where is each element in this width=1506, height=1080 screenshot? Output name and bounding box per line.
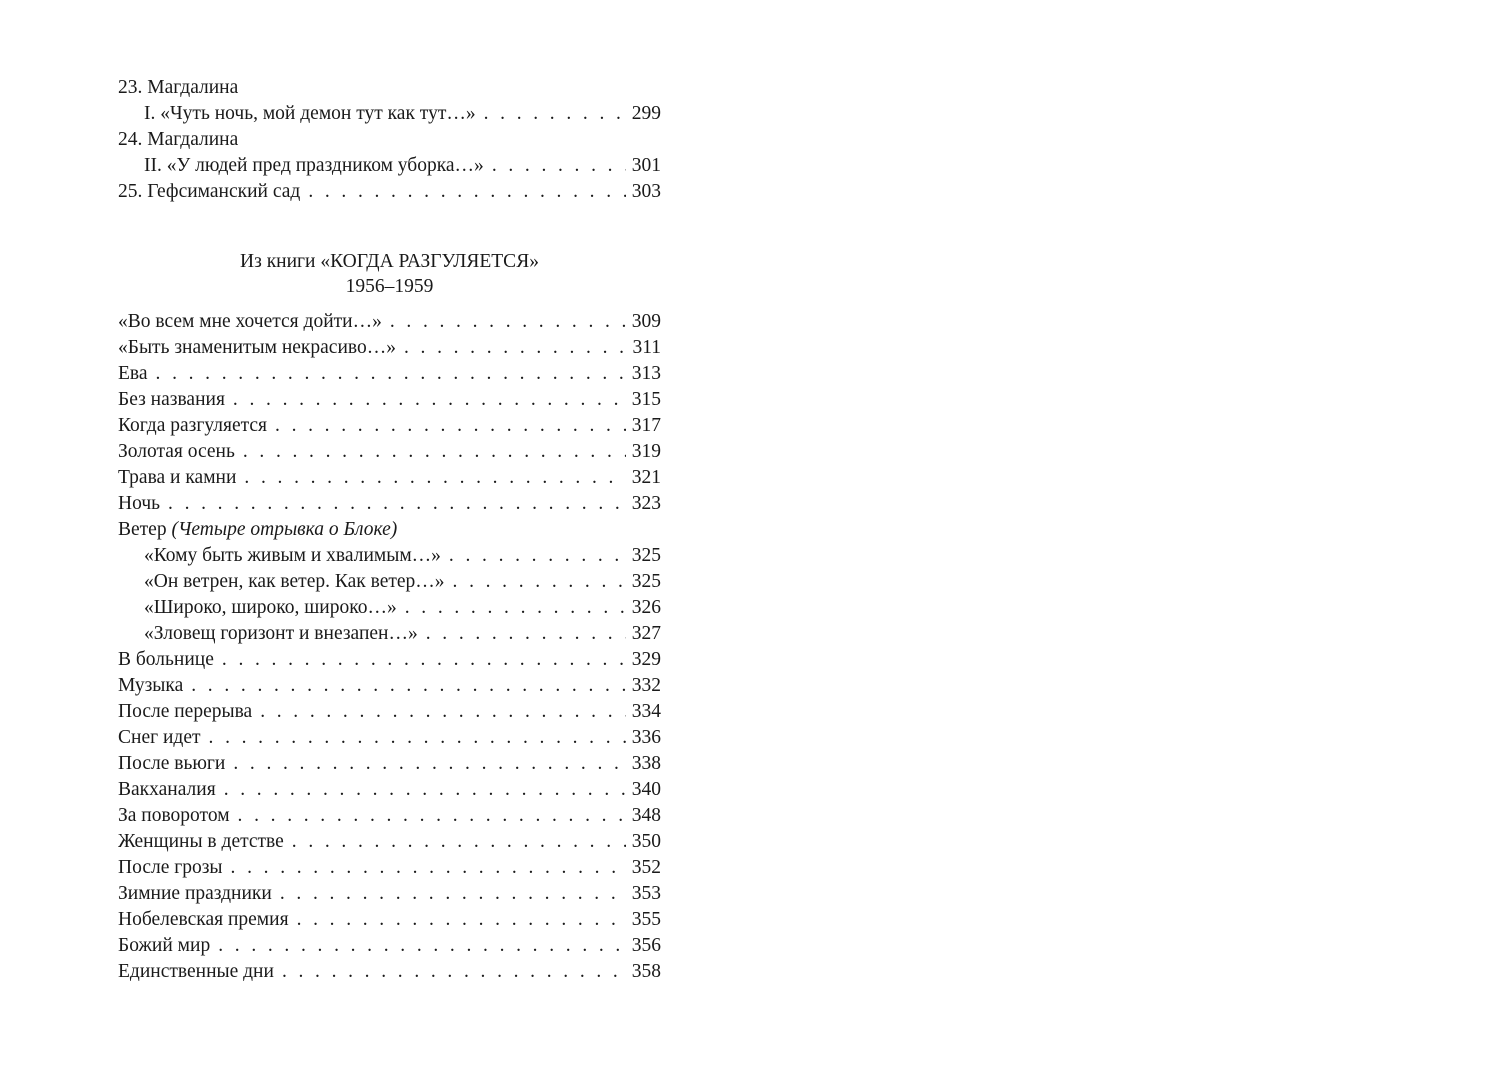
toc-leader-dots [231,855,626,881]
toc-page-number: 313 [631,363,661,384]
toc-entry [118,621,661,647]
toc-entry [118,153,661,179]
toc-entry-title: Единственные дни [118,961,274,982]
toc-page-number: 326 [631,597,661,618]
toc-page-number: 309 [631,311,661,332]
toc-leader-dots [218,933,626,959]
toc-leader-dots [209,725,626,751]
toc-entry [118,595,661,621]
toc-leader-dots [426,621,626,647]
toc-leader-dots [238,803,626,829]
toc-entry [118,465,661,491]
toc-entry-title: Без названия [118,389,225,410]
toc-entry-title: Женщины в детстве [118,831,284,852]
toc-entry-title: После грозы [118,857,223,878]
toc-page-number: 334 [631,701,661,722]
toc-entry-title-text: Ветер [118,519,167,540]
toc-leader-dots [168,491,626,517]
toc-leader-dots [308,179,625,205]
toc-entry-title: После перерыва [118,701,253,722]
toc-entry [118,725,661,751]
toc-page-number: 356 [631,935,661,956]
toc-entry-title: Нобелевская премия [118,909,289,930]
toc-page-number: 348 [631,805,661,826]
toc-entry-title: 25. Гефсиманский сад [118,181,301,202]
toc-page-number: 353 [631,883,661,904]
toc-entry [118,491,661,517]
toc-entry-title: 24. Магдалина [118,129,239,150]
toc-entry-title: После вьюги [118,753,226,774]
toc-leader-dots [275,413,626,439]
toc-entry [118,881,661,907]
toc-entry [118,439,661,465]
toc-entry-title: «Он ветрен, как ветер. Как ветер…» [144,571,445,592]
toc-entry-title: «Быть знаменитым некрасиво…» [118,337,396,358]
toc-leader-dots [243,439,626,465]
toc-leader-dots [484,101,626,127]
section-years: 1956–1959 [345,276,434,297]
toc-leader-dots [492,153,626,179]
toc-page-number: 323 [631,493,661,514]
toc-entry [118,569,661,595]
toc-entry-title: «Зловещ горизонт и внезапен…» [144,623,418,644]
toc-entry-title: Ева [118,363,148,384]
toc-page-number: 338 [631,753,661,774]
toc-page-number: 319 [631,441,661,462]
toc-leader-dots [449,543,626,569]
toc-leader-dots [390,309,626,335]
toc-entry [118,127,661,153]
toc-entry-title: Золотая осень [118,441,235,462]
toc-entry [118,517,661,543]
toc-entry-title: Снег идет [118,727,201,748]
toc-leader-dots [260,699,626,725]
table-of-contents [118,75,661,985]
toc-entry [118,361,661,387]
toc-entry [118,335,661,361]
toc-leader-dots [280,881,626,907]
toc-leader-dots [292,829,626,855]
toc-entry [118,803,661,829]
toc-entry [118,855,661,881]
toc-page-number: 327 [631,623,661,644]
toc-entry [118,699,661,725]
toc-entry-title: Ночь [118,493,161,514]
toc-entry [118,933,661,959]
toc-page-number: 340 [631,779,661,800]
toc-entry [118,309,661,335]
toc-entry-title: Вакханалия [118,779,216,800]
toc-leader-dots [453,569,626,595]
toc-leader-dots [224,777,626,803]
toc-leader-dots [233,751,625,777]
toc-page-number: 299 [631,103,661,124]
toc-leader-dots [222,647,626,673]
toc-entry-title: За поворотом [118,805,230,826]
toc-entry-title: Музыка [118,675,184,696]
toc-entry [118,647,661,673]
toc-page-number: 311 [632,337,661,358]
toc-leader-dots [405,595,626,621]
section-heading: Из книги «КОГДА РАЗГУЛЯЕТСЯ» [240,251,539,272]
toc-page-number: 350 [631,831,661,852]
toc-page-number: 325 [631,545,661,566]
toc-entry-title: В больнице [118,649,214,670]
toc-leader-dots [191,673,626,699]
toc-page-number: 315 [631,389,661,410]
toc-entry-title: Зимние праздники [118,883,272,904]
toc-entry [118,829,661,855]
toc-leader-dots [297,907,626,933]
toc-leader-dots [282,959,626,985]
toc-entry-title: «Широко, широко, широко…» [144,597,397,618]
toc-page-number: 358 [631,961,661,982]
toc-page-number: 303 [631,181,661,202]
toc-entry [118,673,661,699]
toc-leader-dots [233,387,626,413]
toc-entry-title: Божий мир [118,935,211,956]
section-heading-block [118,249,661,299]
toc-entry [118,413,661,439]
toc-entry [118,75,661,101]
toc-entry-title: Трава и камни [118,467,237,488]
toc-page-number: 332 [631,675,661,696]
toc-entry [118,179,661,205]
toc-page-number: 329 [631,649,661,670]
toc-entry-title: II. «У людей пред праздником уборка…» [144,155,484,176]
toc-leader-dots [404,335,626,361]
toc-entries-list [118,309,661,985]
toc-leader-dots [156,361,626,387]
toc-page-number: 317 [631,415,661,436]
toc-top-section [118,75,661,205]
toc-entry-title: Когда разгуляется [118,415,268,436]
toc-entry [118,101,661,127]
toc-page-number: 325 [631,571,661,592]
toc-entry-title [118,517,397,543]
toc-entry-title: «Во всем мне хочется дойти…» [118,311,382,332]
toc-entry-title: I. «Чуть ночь, мой демон тут как тут…» [144,103,476,124]
toc-entry [118,959,661,985]
toc-entry-title: 23. Магдалина [118,77,239,98]
toc-entry [118,543,661,569]
toc-page-number: 321 [631,467,661,488]
toc-entry-title: «Кому быть живым и хвалимым…» [144,545,441,566]
toc-page-number: 355 [631,909,661,930]
toc-entry-subtitle: (Четыре отрывка о Блоке) [171,519,398,540]
toc-entry [118,751,661,777]
toc-entry [118,387,661,413]
toc-entry [118,907,661,933]
toc-page-number: 336 [631,727,661,748]
toc-leader-dots [244,465,625,491]
toc-entry [118,777,661,803]
toc-page-number: 301 [631,155,661,176]
toc-page-number: 352 [631,857,661,878]
